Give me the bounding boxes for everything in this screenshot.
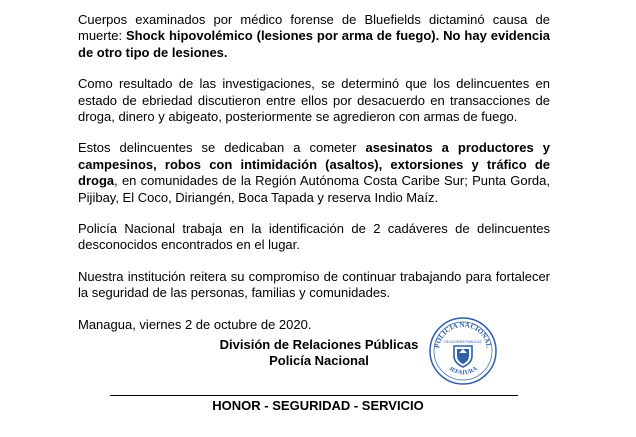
signature-institution: Policía Nacional (269, 353, 369, 369)
signature-division: División de Relaciones Públicas (219, 337, 419, 352)
document-date: Managua, viernes 2 de octubre de 2020. (78, 316, 312, 332)
paragraph-investigation: Como resultado de las investigaciones, se determinó que los delincuentes en estado de ebriedad discutieron entre ellos por desacuerdo en transacciones de droga, dinero y abigeato, posteriormente se agredieron con armas de fuego. (78, 76, 550, 125)
seal-top-text: POLICIA NACIONAL (433, 320, 493, 349)
footer-motto: HONOR - SEGURIDAD - SERVICIO (212, 398, 424, 413)
seal-sub-text: RELACIONES PUBLICAS (444, 340, 482, 344)
paragraph-crimes (78, 140, 550, 206)
document-body (78, 12, 550, 333)
paragraph-crimes-text-1: Estos delincuentes se dedicaban a cometer (78, 140, 366, 156)
paragraph-forensic-bold: Shock hipovolémico (lesiones por arma de fuego). No hay evidencia de otro tipo de lesiones. (78, 28, 550, 60)
seal-bottom-text: JEFATURA (447, 365, 479, 377)
paragraph-crimes-bold: asesinatos a productores y campesinos, robos con intimidación (asaltos), extorsiones y tráfico de droga (78, 140, 550, 189)
paragraph-crimes-text-2: , en comunidades de la Región Autónoma Costa Caribe Sur; Punta Gorda, Pijibay, El Coco, Diriangén, Boca Tapada y reserva Indio Maíz. (78, 173, 550, 205)
paragraph-forensic (78, 12, 550, 61)
paragraph-forensic-text: Cuerpos examinados por médico forense de Bluefields dictaminó causa de muerte: (78, 12, 550, 44)
signature-block (0, 337, 636, 370)
paragraph-commitment: Nuestra institución reitera su compromiso de continuar trabajando para fortalecer la seguridad de las personas, familias y comunidades. (78, 268, 550, 301)
police-seal-icon (428, 316, 498, 386)
paragraph-identification: Policía Nacional trabaja en la identificación de 2 cadáveres de delincuentes desconocidos encontrados en el lugar. (78, 221, 550, 253)
footer-divider (110, 395, 518, 396)
